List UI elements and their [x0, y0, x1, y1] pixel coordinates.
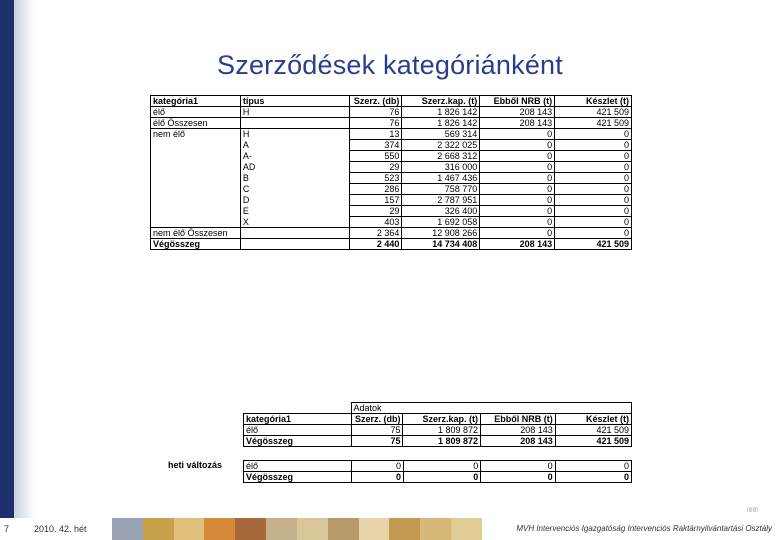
table-row: [151, 195, 632, 206]
table-cell: 0: [555, 162, 632, 173]
table-row: [244, 472, 632, 483]
table-cell: 208 143: [481, 436, 556, 447]
table-cell: 2 322 025: [402, 140, 480, 151]
table-cell: 316 000: [402, 162, 480, 173]
table-row: [151, 217, 632, 228]
table-row: [244, 461, 632, 472]
table-cell: 403: [350, 217, 402, 228]
table-cell: [151, 184, 241, 195]
table-cell: E: [240, 206, 349, 217]
table-cell: 208 143: [480, 118, 555, 129]
table-row: [244, 425, 632, 436]
table-cell: Végösszeg: [244, 472, 352, 483]
grain-photo-strip: [112, 518, 482, 540]
left-accent-bar: [0, 0, 14, 540]
grain-photo-tile: [112, 518, 143, 540]
table-cell: 0: [404, 472, 481, 483]
table-cell: 0: [480, 228, 555, 239]
table-cell: 29: [350, 162, 402, 173]
table-row: [151, 129, 632, 140]
table-cell: 0: [555, 195, 632, 206]
adatok-label: Adatok: [351, 403, 631, 414]
table-cell: 1 809 872: [403, 425, 481, 436]
column-header: típus: [240, 96, 349, 107]
table-cell: 2 364: [350, 228, 402, 239]
table-cell: 76: [350, 107, 402, 118]
table-cell: 421 509: [555, 118, 632, 129]
table-row: [151, 184, 632, 195]
table-cell: 2 440: [350, 239, 402, 250]
table-cell: 0: [480, 195, 555, 206]
table-cell: 0: [555, 173, 632, 184]
table-cell: H: [240, 107, 349, 118]
table-row: [244, 436, 632, 447]
grain-photo-tile: [297, 518, 328, 540]
table-cell: A: [240, 140, 349, 151]
column-header: Készlet (t): [555, 414, 631, 425]
table-cell: 75: [351, 425, 403, 436]
table-row: [151, 118, 632, 129]
table-cell: 421 509: [555, 107, 632, 118]
table-cell: [151, 217, 241, 228]
table-cell: 0: [555, 217, 632, 228]
table-cell: nem élő Összesen: [151, 228, 241, 239]
table-cell: 13: [350, 129, 402, 140]
table-header-row: [244, 414, 632, 425]
table-cell: 14 734 408: [402, 239, 480, 250]
table-cell: 0: [555, 228, 632, 239]
table-cell: 0: [480, 184, 555, 195]
table-cell: [240, 239, 349, 250]
column-header: Szerz.kap. (t): [403, 414, 481, 425]
table-cell: 0: [555, 184, 632, 195]
table-cell: 75: [351, 436, 403, 447]
column-header: Ebből NRB (t): [481, 414, 556, 425]
column-header: kategória1: [244, 414, 352, 425]
table-row: [151, 151, 632, 162]
table-cell: [151, 162, 241, 173]
table-row: [151, 173, 632, 184]
week-label: 2010. 42. hét: [34, 524, 87, 534]
table-cell: [240, 228, 349, 239]
page-number: 7: [4, 524, 10, 534]
table-cell: [240, 118, 349, 129]
table-cell: 208 143: [481, 425, 556, 436]
table-cell: 0: [481, 461, 555, 472]
slide-title: Szerződések kategóriánként: [217, 50, 563, 80]
table-cell: 0: [555, 151, 632, 162]
organization-label: MVH Intervenciós Igazgatóság Intervenciós Raktárnyilvántartási Osztály: [516, 524, 772, 533]
table-cell: 421 509: [555, 436, 631, 447]
table-cell: élő: [244, 461, 352, 472]
table-cell: 374: [350, 140, 402, 151]
grain-photo-tile: [174, 518, 205, 540]
table-cell: 1 826 142: [402, 118, 480, 129]
table-row: [151, 239, 632, 250]
table-row: [151, 206, 632, 217]
table-cell: 0: [480, 173, 555, 184]
grain-photo-tile: [359, 518, 390, 540]
table-cell: C: [240, 184, 349, 195]
grain-photo-tile: [204, 518, 235, 540]
table-cell: 0: [555, 472, 631, 483]
data-table: [243, 402, 632, 447]
table-cell: 758 770: [402, 184, 480, 195]
column-header: Készlet (t): [555, 96, 632, 107]
table-cell: 157: [350, 195, 402, 206]
table-cell: 1 809 872: [403, 436, 481, 447]
grain-photo-tile: [328, 518, 359, 540]
table-cell: AD: [240, 162, 349, 173]
table-cell: 0: [480, 151, 555, 162]
table-cell: [151, 140, 241, 151]
table-cell: 1 826 142: [402, 107, 480, 118]
grain-photo-tile: [451, 518, 482, 540]
column-header: kategória1: [151, 96, 241, 107]
grain-photo-tile: [266, 518, 297, 540]
table-cell: 0: [555, 129, 632, 140]
table-cell: 76: [350, 118, 402, 129]
table-cell: 2 787 951: [402, 195, 480, 206]
table-cell: 0: [481, 472, 555, 483]
table-cell: 523: [350, 173, 402, 184]
table-cell: 2 668 312: [402, 151, 480, 162]
adatok-row: [244, 403, 632, 414]
contracts-table: [150, 95, 632, 250]
table-cell: 0: [555, 206, 632, 217]
table-cell: D: [240, 195, 349, 206]
empty-cell: [244, 403, 352, 414]
grain-photo-tile: [235, 518, 266, 540]
table-cell: 0: [480, 140, 555, 151]
grain-photo-tile: [389, 518, 420, 540]
watermark-mark: ▯▯▯▯: [747, 507, 759, 513]
table-header-row: [151, 96, 632, 107]
table-cell: 0: [404, 461, 481, 472]
table-cell: Végösszeg: [244, 436, 352, 447]
table-cell: élő Összesen: [151, 118, 241, 129]
table-cell: 0: [480, 206, 555, 217]
weekly-change-label: heti változás: [168, 460, 223, 470]
column-header: Ebből NRB (t): [480, 96, 555, 107]
table-cell: [151, 151, 241, 162]
column-header: Szerz. (db): [351, 414, 403, 425]
table-cell: 421 509: [555, 239, 632, 250]
table-row: [151, 162, 632, 173]
table-row: [151, 107, 632, 118]
table-cell: 286: [350, 184, 402, 195]
grain-photo-tile: [143, 518, 174, 540]
table-cell: H: [240, 129, 349, 140]
table-cell: 12 908 266: [402, 228, 480, 239]
table-cell: B: [240, 173, 349, 184]
table-cell: élő: [151, 107, 241, 118]
table-cell: 1 467 436: [402, 173, 480, 184]
table-cell: élő: [244, 425, 352, 436]
table-cell: X: [240, 217, 349, 228]
table-row: [151, 140, 632, 151]
table-cell: A-: [240, 151, 349, 162]
table-cell: Végösszeg: [151, 239, 241, 250]
table-cell: 0: [352, 461, 404, 472]
table-cell: 0: [480, 129, 555, 140]
table-cell: 569 314: [402, 129, 480, 140]
table-cell: 0: [480, 217, 555, 228]
table-cell: 1 692 058: [402, 217, 480, 228]
column-header: Szerz. (db): [350, 96, 402, 107]
table-cell: 208 143: [480, 107, 555, 118]
table-row: [151, 228, 632, 239]
table-cell: 421 509: [555, 425, 631, 436]
table-cell: 29: [350, 206, 402, 217]
table-cell: [151, 206, 241, 217]
table-cell: 208 143: [480, 239, 555, 250]
table-cell: 0: [480, 162, 555, 173]
table-cell: [151, 173, 241, 184]
table-cell: 0: [352, 472, 404, 483]
table-cell: nem élő: [151, 129, 241, 140]
grain-photo-tile: [420, 518, 451, 540]
table-cell: 0: [555, 140, 632, 151]
table-cell: 326 400: [402, 206, 480, 217]
table-cell: [151, 195, 241, 206]
column-header: Szerz.kap. (t): [402, 96, 480, 107]
table-cell: 0: [555, 461, 631, 472]
table-cell: 550: [350, 151, 402, 162]
weekly-change-table: [243, 460, 632, 483]
